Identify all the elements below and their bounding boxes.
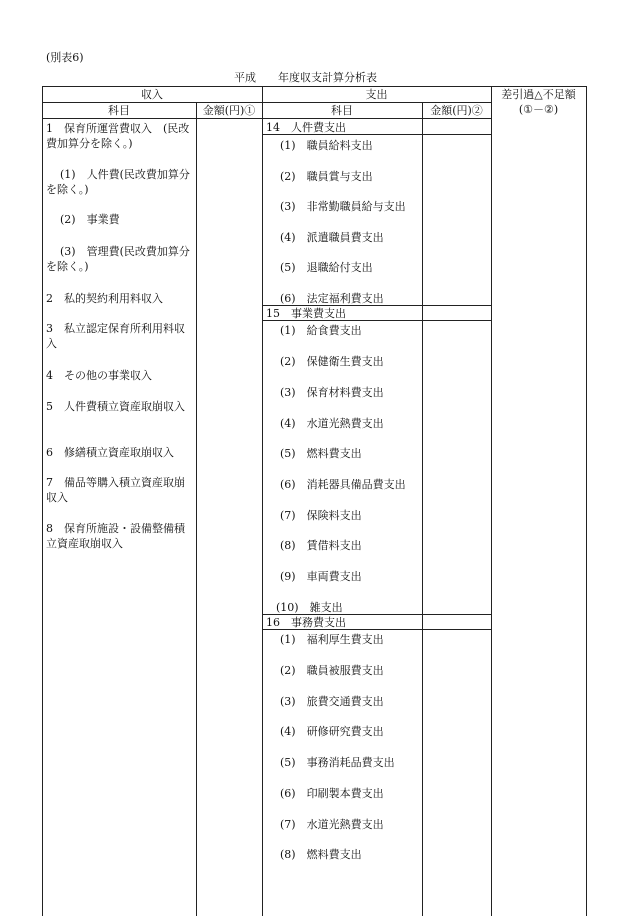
expense-item: (7) 保険料支出 bbox=[280, 509, 362, 522]
income-item: 4 その他の事業収入 bbox=[46, 369, 152, 382]
grid-line bbox=[262, 86, 263, 916]
income-item: 2 私的契約利用料収入 bbox=[46, 292, 163, 305]
income-item: (1) 人件費(民改費加算分を除く。) bbox=[46, 168, 190, 196]
income-item: (3) 管理費(民改費加算分を除く。) bbox=[46, 245, 190, 273]
expense-item: (10) 雑支出 bbox=[276, 601, 343, 614]
expense-item: (6) 印刷製本費支出 bbox=[280, 787, 384, 800]
expense-item: (8) 燃料費支出 bbox=[280, 848, 362, 861]
expense-section-heading: 14 人件費支出 bbox=[266, 121, 346, 134]
expense-item: (1) 職員給料支出 bbox=[280, 139, 373, 152]
expense-item: (9) 車両費支出 bbox=[280, 570, 362, 583]
expense-item-header: 科目 bbox=[331, 104, 353, 117]
expense-item: (6) 法定福利費支出 bbox=[280, 292, 384, 305]
page-title: 平成 年度収支計算分析表 bbox=[234, 71, 377, 84]
income-item: 5 人件費積立資産取崩収入 bbox=[46, 400, 185, 413]
expense-section-heading: 16 事務費支出 bbox=[266, 616, 346, 629]
income-amount-header: 金額(円)① bbox=[202, 104, 256, 117]
expense-item: (3) 保育材料費支出 bbox=[280, 386, 384, 399]
expense-item: (8) 賃借料支出 bbox=[280, 539, 362, 552]
expense-item: (2) 保健衛生費支出 bbox=[280, 355, 384, 368]
expense-item: (5) 燃料費支出 bbox=[280, 447, 362, 460]
grid-line bbox=[491, 86, 492, 916]
expense-item: (3) 非常勤職員給与支出 bbox=[280, 200, 406, 213]
grid-line bbox=[422, 102, 423, 916]
expense-item: (2) 職員賞与支出 bbox=[280, 170, 373, 183]
expense-header: 支出 bbox=[365, 88, 388, 101]
expense-amount-header: 金額(円)② bbox=[430, 104, 483, 117]
expense-item: (4) 研修研究費支出 bbox=[280, 725, 384, 738]
income-item: 7 備品等購入積立資産取崩収入 bbox=[46, 476, 185, 504]
grid-line bbox=[196, 102, 197, 916]
income-item: (2) 事業費 bbox=[60, 213, 120, 226]
income-item: 8 保育所施設・設備整備積立資産取崩収入 bbox=[46, 522, 185, 550]
annex-label: (別表6) bbox=[46, 51, 84, 64]
expense-item: (5) 事務消耗品費支出 bbox=[280, 756, 395, 769]
income-item: 1 保育所運営費収入 (民改費加算分を除く。) bbox=[46, 122, 190, 150]
income-item: 3 私立認定保育所利用料収入 bbox=[46, 322, 185, 350]
expense-item: (6) 消耗器具備品費支出 bbox=[280, 478, 406, 491]
income-item-header: 科目 bbox=[108, 104, 130, 117]
expense-item: (4) 水道光熱費支出 bbox=[280, 417, 384, 430]
grid-line bbox=[42, 86, 43, 916]
income-item: 6 修繕積立資産取崩収入 bbox=[46, 446, 174, 459]
grid-line bbox=[42, 118, 491, 119]
diff-header: 差引過△不足額 bbox=[501, 88, 576, 101]
expense-item: (1) 給食費支出 bbox=[280, 324, 362, 337]
expense-section-heading: 15 事業費支出 bbox=[266, 307, 346, 320]
expense-item: (4) 派遣職員費支出 bbox=[280, 231, 384, 244]
expense-item: (2) 職員被服費支出 bbox=[280, 664, 384, 677]
expense-item: (1) 福利厚生費支出 bbox=[280, 633, 384, 646]
income-header: 収入 bbox=[141, 88, 163, 101]
expense-item: (5) 退職給付支出 bbox=[280, 261, 373, 274]
grid-line bbox=[586, 86, 587, 916]
expense-item: (3) 旅費交通費支出 bbox=[280, 695, 384, 708]
diff-formula: (①－②) bbox=[518, 103, 559, 116]
expense-item: (7) 水道光熱費支出 bbox=[280, 818, 384, 831]
